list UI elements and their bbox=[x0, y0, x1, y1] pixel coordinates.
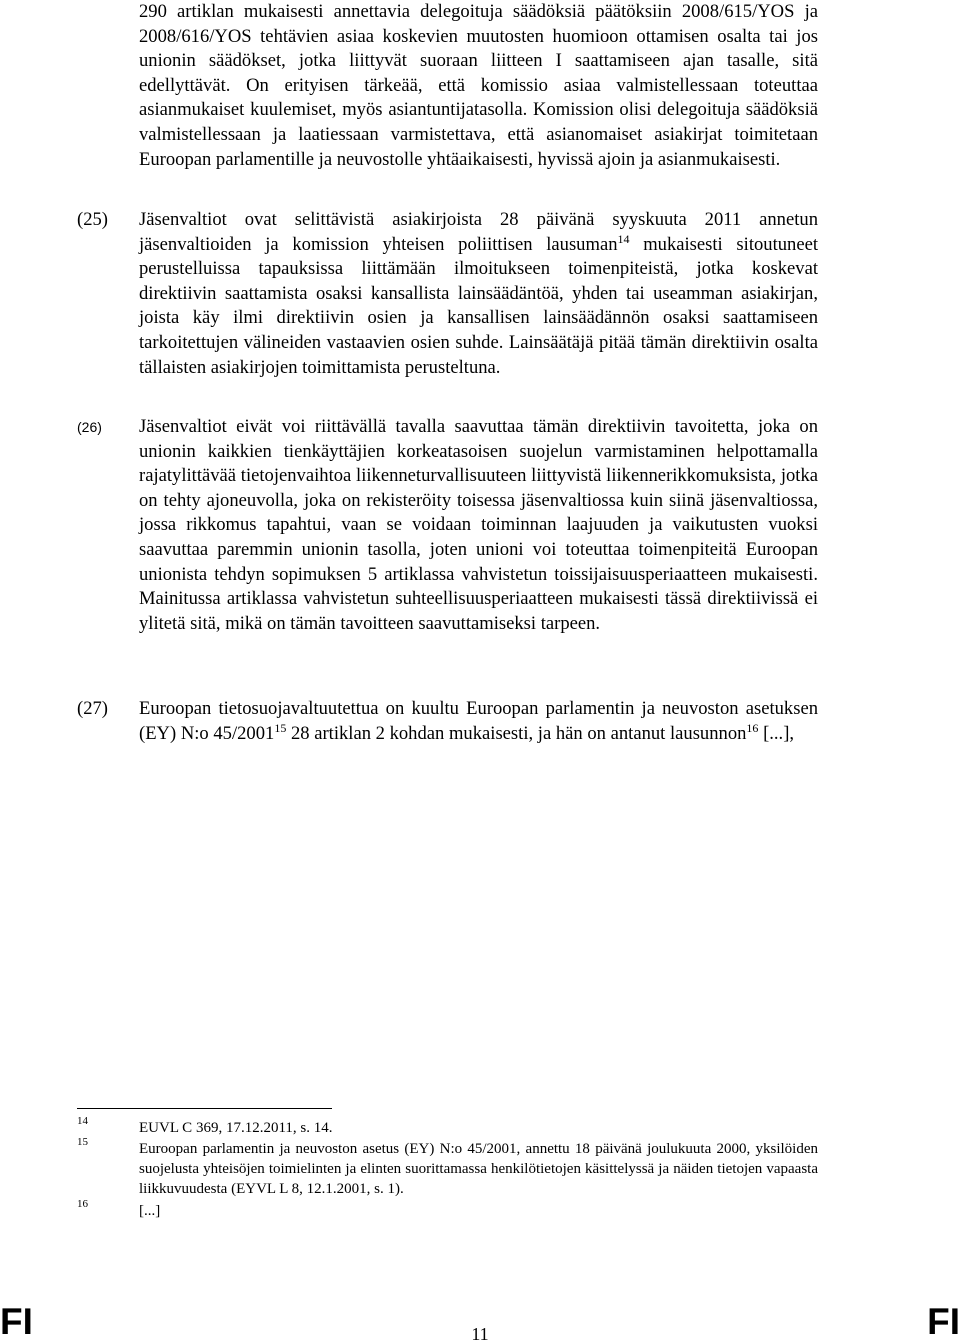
recital-25-text bbox=[139, 208, 818, 380]
footnote-reference: 16 bbox=[746, 720, 759, 735]
recital-text: mukaisesti sitoutuneet perustelluissa tapauksissa liittämään ilmoitukseen toimenpiteistä, jotka koskevat direktiivin saattamista osaksi kansallista lainsäädäntöä, yhden tai useamman asiakirjan, joista käy ilmi direktiivin osien ja kansallisen lainsäädännön osaksi saattamiseen tarkoitettujen välineiden vastaavien osien suhde. Lainsäätäjä pitää tämän direktiivin osalta tällaisten asiakirjojen toimittamista perusteltuna. bbox=[139, 233, 819, 378]
footnote-mark: 14 bbox=[77, 1115, 88, 1127]
page-number: 11 bbox=[471, 1324, 489, 1344]
footnote-separator bbox=[77, 1108, 332, 1109]
footnote-text: Euroopan parlamentin ja neuvoston asetus (EY) N:o 45/2001, annettu 18 päivänä joulukuuta 2000, yksilöiden suojelusta yhteisöjen toimielinten ja elinten suorittamassa henkilötietojen käsittelyssä ja näiden tietojen vapaasta liikkuvuudesta (EYVL L 8, 12.1.2001, s. 1). bbox=[139, 1141, 818, 1197]
recital-26-text: Jäsenvaltiot eivät voi riittävällä tavalla saavuttaa tämän direktiivin tavoitetta, joka on unionin kaikkien tienkäyttäjien korkeatasoisen suojelun varmistaminen helpottamalla rajatylittävää tietojenvaihtoa liikenneturvallisuuteen liittyvistä liikennerikkomuksista, jotka on tehty ajoneuvolla, joka on rekisteröity toisessa jäsenvaltiossa kuin siinä jäsenvaltiossa, jossa rikkomus tapahtui, vaan se voidaan toiminnan laajuuden ja vaikutusten vuoksi saavuttaa paremmin unionin tasolla, joten unioni voi toteuttaa toimenpiteitä Euroopan unionista tehdyn sopimuksen 5 artiklassa vahvistetun toissijaisuusperiaatteen mukaisesti. Mainitussa artiklassa vahvistetun suhteellisuusperiaatteen mukaisesti tässä direktiivissä ei ylitetä sitä, mikä on tämän tavoitteen saavuttamiseksi tarpeen. bbox=[139, 416, 818, 634]
recital-27-text bbox=[139, 697, 818, 746]
recital-text: 28 artiklan 2 kohdan mukaisesti, ja hän on antanut lausunnon bbox=[286, 722, 747, 744]
recital-text: [...], bbox=[758, 722, 795, 744]
footnote-reference: 15 bbox=[274, 720, 287, 735]
footnote-text: [...] bbox=[139, 1203, 161, 1219]
footnote-mark: 15 bbox=[77, 1136, 88, 1148]
footer-language-left: FI bbox=[0, 1301, 33, 1342]
footnote-reference: 14 bbox=[617, 231, 630, 246]
recital-text: Jäsenvaltiot ovat selittävistä asiakirjoista 28 päivänä syyskuuta 2011 annetun jäsenvaltioiden ja komission yhteisen poliittisen lausuman bbox=[139, 209, 818, 255]
footer-language-right: FI bbox=[927, 1301, 960, 1342]
recital-number: (25) bbox=[77, 209, 108, 230]
recital-number: (26) bbox=[77, 419, 102, 435]
recital-text: Euroopan tietosuojavaltuutettua on kuultu Euroopan parlamentin ja neuvoston asetuksen (EY) N:o 45/2001 bbox=[139, 698, 818, 744]
footnote-text: EUVL C 369, 17.12.2011, s. 14. bbox=[139, 1120, 333, 1136]
intro-paragraph: 290 artiklan mukaisesti annettavia delegoituja säädöksiä päätöksiin 2008/615/YOS ja 2008/616/YOS tehtävien asiaa koskevien muutosten huomioon ottamisen osalta tai jos unionin säädökset, jotka liittyvät suoraan liitteen I saattamiseen ajan tasalle, sitä edellyttävät. On erityisen tärkeää, että komissio asiaa valmistellessaan toteuttaa asianmukaiset kuulemiset, myös asiantuntijatasolla. Komission olisi delegoituja säädöksiä valmistellessaan ja laatiessaan varmistettava, että asianomaiset asiakirjat toimitetaan Euroopan parlamentille ja neuvostolle yhtäaikaisesti, hyvissä ajoin ja asianmukaisesti. bbox=[139, 1, 818, 170]
footnote-mark: 16 bbox=[77, 1198, 88, 1210]
recital-number: (27) bbox=[77, 698, 108, 719]
